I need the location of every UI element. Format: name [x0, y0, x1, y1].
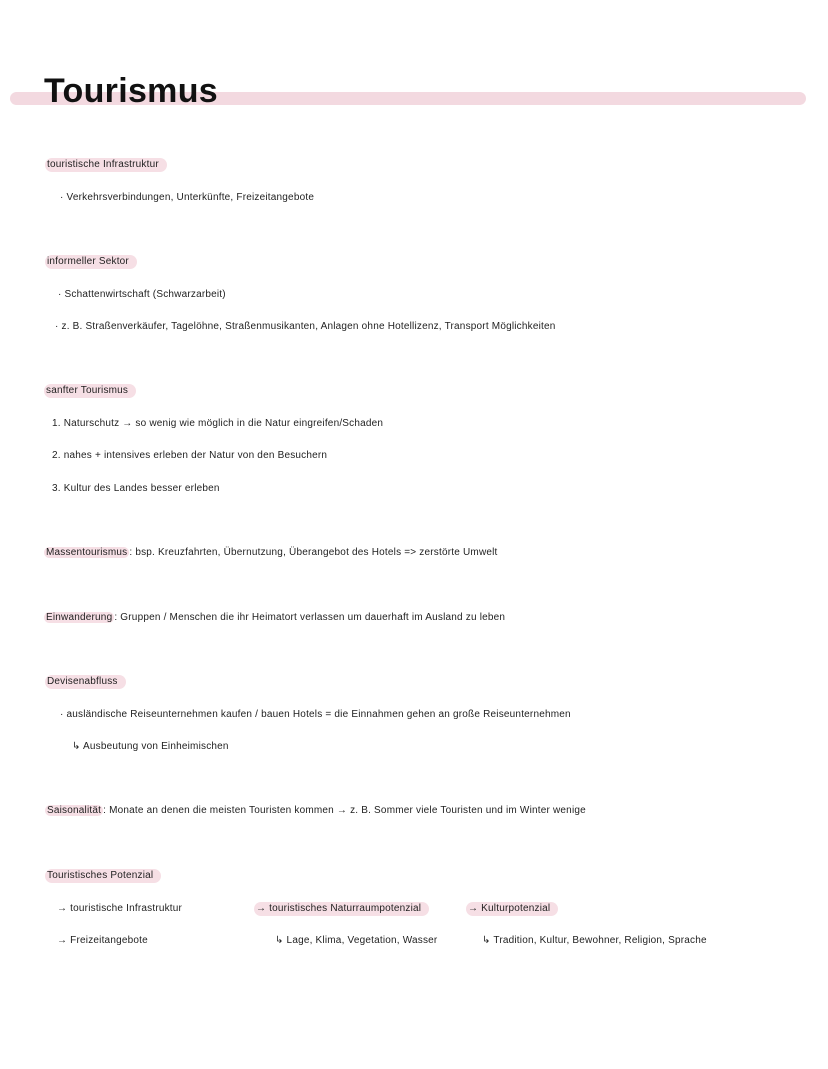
- massentourismus-line: [44, 546, 498, 560]
- list-item: → touristische Infrastruktur: [57, 903, 183, 914]
- heading-saisonalitaet: Saisonalität: [47, 805, 102, 816]
- page-title: Tourismus: [44, 72, 218, 110]
- list-item: → touristisches Naturraumpotenzial: [254, 902, 429, 916]
- list-item: 2. nahes + intensives erleben der Natur von den Besuchern: [52, 450, 328, 461]
- list-item: ↳ Tradition, Kultur, Bewohner, Religion, Sprache: [482, 935, 707, 946]
- list-item: → Kulturpotenzial: [466, 902, 558, 916]
- definition: : bsp. Kreuzfahrten, Übernutzung, Überangebot des Hotels => zerstörte Umwelt: [129, 547, 498, 558]
- heading-devisenabfluss: Devisenabfluss: [45, 675, 126, 689]
- saisonalitaet-line: [45, 804, 586, 818]
- list-item: · z. B. Straßenverkäufer, Tagelöhne, Straßenmusikanten, Anlagen ohne Hotellizenz, Transport Möglichkeiten: [55, 321, 556, 332]
- heading-infrastruktur: touristische Infrastruktur: [45, 158, 167, 172]
- list-item: 1. Naturschutz → so wenig wie möglich in die Natur eingreifen/Schaden: [52, 418, 384, 429]
- list-item: 3. Kultur des Landes besser erleben: [52, 483, 220, 494]
- einwanderung-line: [44, 611, 505, 625]
- heading-massentourismus: Massentourismus: [46, 547, 128, 558]
- heading-einwanderung: Einwanderung: [46, 612, 113, 623]
- list-item: · Verkehrsverbindungen, Unterkünfte, Freizeitangebote: [60, 192, 315, 203]
- list-item: · Schattenwirtschaft (Schwarzarbeit): [58, 289, 226, 300]
- list-item: · ausländische Reiseunternehmen kaufen / bauen Hotels = die Einnahmen gehen an große Reiseunternehmen: [60, 709, 571, 720]
- definition: : Gruppen / Menschen die ihr Heimatort verlassen um dauerhaft im Ausland zu leben: [114, 612, 506, 623]
- definition: : Monate an denen die meisten Touristen kommen → z. B. Sommer viele Touristen und im Winter wenige: [103, 805, 586, 816]
- list-item: → Freizeitangebote: [57, 935, 148, 946]
- heading-informeller-sektor: informeller Sektor: [45, 255, 137, 269]
- heading-touristisches-potenzial: Touristisches Potenzial: [45, 869, 161, 883]
- list-item: ↳ Lage, Klima, Vegetation, Wasser: [275, 935, 438, 946]
- heading-sanfter-tourismus: sanfter Tourismus: [44, 384, 136, 398]
- list-item: ↳ Ausbeutung von Einheimischen: [72, 741, 229, 752]
